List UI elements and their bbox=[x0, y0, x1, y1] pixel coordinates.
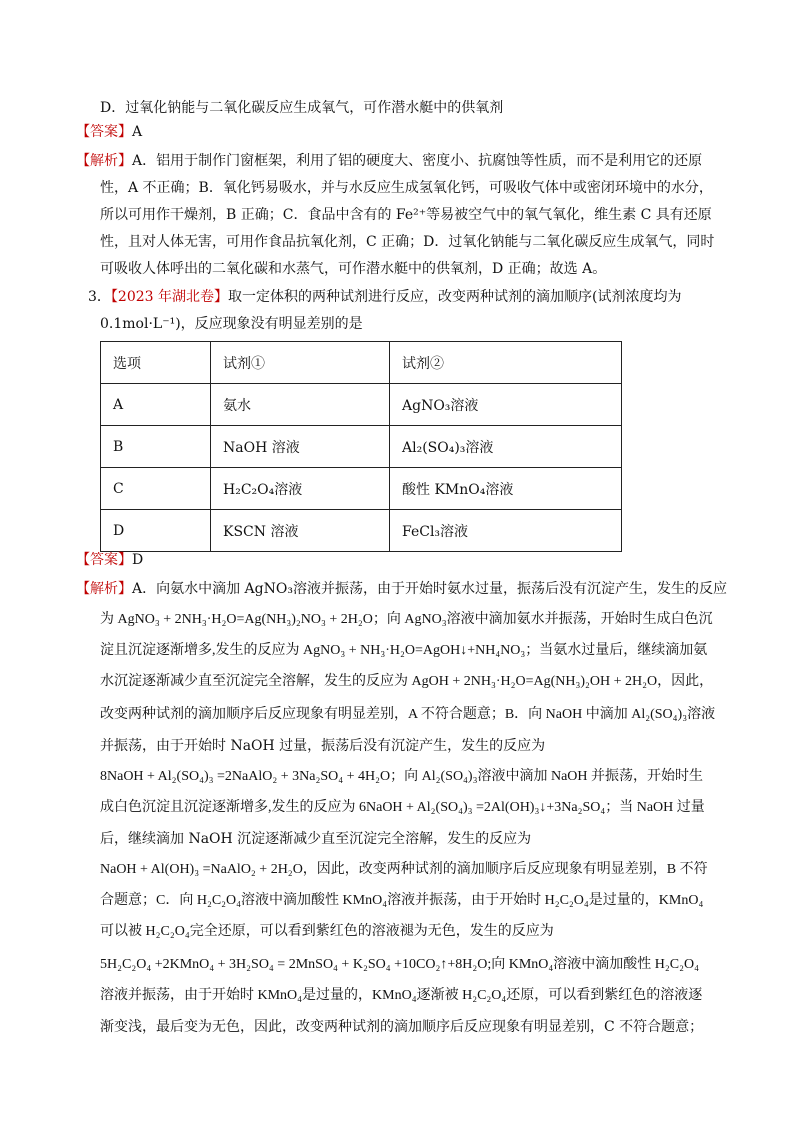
q3-analysis-line-2: 为 AgNO₃ + 2NH₃·H₂O=Ag(NH₃)₂NO₃ + 2H₂O；向 AgNO₃溶液中滴加氨水并振荡，开始时生成白色沉 bbox=[100, 612, 713, 627]
q3-analysis-line-10: NaOH + Al(OH)₃ =NaAlO₂ + 2H₂O，因此，改变两种试剂的滴加顺序后反应现象有明显差别，B 不符 bbox=[100, 862, 708, 877]
q3-analysis-line-4: 水沉淀逐渐减少直至沉淀完全溶解，发生的反应为 AgOH + 2NH₃·H₂O=Ag(NH₃)₂OH + 2H₂O，因此， bbox=[100, 674, 714, 689]
q3-analysis-line-7: 8NaOH + Al₂(SO₄)₃ =2NaAlO₂ + 3Na₂SO₄ + 4H₂O；向 Al₂(SO₄)₃溶液中滴加 NaOH 并振荡，开始时生 bbox=[100, 769, 704, 784]
q3-analysis-line-8: 成白色沉淀且沉淀逐渐增多,发生的反应为 6NaOH + Al₂(SO₄)₃ =2Al(OH)₃↓+3Na₂SO₄；当 NaOH 过量 bbox=[100, 800, 705, 815]
q3-answer-line bbox=[76, 550, 143, 570]
q2-analysis-line-1 bbox=[76, 151, 702, 171]
answer-label: 【答案】 bbox=[76, 124, 132, 140]
q2-analysis-line-5: 可吸收人体呼出的二氧化碳和水蒸气，可作潜水艇中的供氧剂，D 正确；故选 A。 bbox=[100, 261, 607, 277]
q3-analysis-line-15: 渐变浅，最后变为无色，因此，改变两种试剂的滴加顺序后反应现象有明显差别，C 不符合题意； bbox=[100, 1019, 704, 1035]
header-reagent-1: 试剂① bbox=[211, 342, 390, 384]
q3-stem-line-1 bbox=[88, 287, 681, 307]
question-stem: 取一定体积的两种试剂进行反应，改变两种试剂的滴加顺序(试剂浓度均为 bbox=[228, 289, 682, 305]
q2-analysis-line-2: 性，A 不正确；B．氧化钙易吸水，并与水反应生成氢氧化钙，可吸收气体中或密闭环境中的水分， bbox=[100, 180, 713, 196]
option-cell: A bbox=[101, 384, 211, 426]
reagent-2-cell: FeCl₃溶液 bbox=[390, 510, 622, 552]
table-row bbox=[101, 510, 622, 552]
q3-analysis-line-11: 合题意；C．向 H₂C₂O₄溶液中滴加酸性 KMnO₄溶液并振荡，由于开始时 H₂C₂O₄是过量的，KMnO₄ bbox=[100, 893, 704, 908]
header-reagent-2: 试剂② bbox=[390, 342, 622, 384]
reagent-1-cell: NaOH 溶液 bbox=[211, 426, 390, 468]
header-option: 选项 bbox=[101, 342, 211, 384]
analysis-label: 【解析】 bbox=[76, 153, 132, 169]
option-cell: C bbox=[101, 468, 211, 510]
table-row bbox=[101, 468, 622, 510]
reagent-1-cell: H₂C₂O₄溶液 bbox=[211, 468, 390, 510]
reagent-1-cell: 氨水 bbox=[211, 384, 390, 426]
q2-answer-line bbox=[76, 122, 142, 142]
q3-stem-line-2: 0.1mol·L⁻¹)，反应现象没有明显差别的是 bbox=[100, 316, 363, 332]
option-cell: D bbox=[101, 510, 211, 552]
q3-analysis-line-12: 可以被 H₂C₂O₄完全还原，可以看到紫红色的溶液褪为无色，发生的反应为 bbox=[100, 924, 554, 939]
q3-analysis-line-13: 5H₂C₂O₄ +2KMnO₄ + 3H₂SO₄ = 2MnSO₄ + K₂SO₄ +10CO₂↑+8H₂O;向 KMnO₄溶液中滴加酸性 H₂C₂O₄ bbox=[100, 957, 699, 972]
option-cell: B bbox=[101, 426, 211, 468]
reagent-2-cell: 酸性 KMnO₄溶液 bbox=[390, 468, 622, 510]
answer-value: A bbox=[132, 124, 143, 140]
q3-analysis-line-6: 并振荡，由于开始时 NaOH 过量，振荡后没有沉淀产生，发生的反应为 bbox=[100, 738, 546, 754]
q3-analysis-line-14: 溶液并振荡，由于开始时 KMnO₄是过量的，KMnO₄逐渐被 H₂C₂O₄还原，可以看到紫红色的溶液逐 bbox=[100, 988, 703, 1003]
table-header-row bbox=[101, 342, 622, 384]
question-source: 【2023 年湖北卷】 bbox=[110, 289, 229, 305]
answer-value: D bbox=[132, 552, 144, 568]
options-table bbox=[100, 341, 622, 552]
reagent-1-cell: KSCN 溶液 bbox=[211, 510, 390, 552]
option-d-text: D．过氧化钠能与二氧化碳反应生成氧气，可作潜水艇中的供氧剂 bbox=[100, 100, 504, 116]
table-row bbox=[101, 426, 622, 468]
analysis-label: 【解析】 bbox=[76, 581, 132, 597]
q3-analysis-line-1 bbox=[76, 579, 727, 599]
answer-label: 【答案】 bbox=[76, 552, 132, 568]
q3-analysis-line-3: 淀且沉淀逐渐增多,发生的反应为 AgNO₃ + NH₃·H₂O=AgOH↓+NH₄NO₃；当氨水过量后，继续滴加氨 bbox=[100, 643, 708, 658]
analysis-text: A．向氨水中滴加 AgNO₃溶液并振荡，由于开始时氨水过量，振荡后没有沉淀产生，发生的反应 bbox=[132, 581, 727, 597]
reagent-2-cell: Al₂(SO₄)₃溶液 bbox=[390, 426, 622, 468]
question-number: 3． bbox=[88, 289, 111, 305]
reagent-2-cell: AgNO₃溶液 bbox=[390, 384, 622, 426]
q3-analysis-line-5: 改变两种试剂的滴加顺序后反应现象有明显差别，A 不符合题意；B．向 NaOH 中滴加 Al₂(SO₄)₃溶液 bbox=[100, 707, 716, 722]
analysis-text: A．铝用于制作门窗框架，利用了铝的硬度大、密度小、抗腐蚀等性质，而不是利用它的还原 bbox=[132, 153, 703, 169]
table-row bbox=[101, 384, 622, 426]
q2-analysis-line-3: 所以可用作干燥剂，B 正确；C．食品中含有的 Fe²⁺等易被空气中的氧气氧化，维生素 C 具有还原 bbox=[100, 207, 712, 223]
q3-analysis-line-9: 后，继续滴加 NaOH 沉淀逐渐减少直至沉淀完全溶解，发生的反应为 bbox=[100, 831, 532, 847]
q2-analysis-line-4: 性，且对人体无害，可用作食品抗氧化剂，C 正确；D．过氧化钠能与二氧化碳反应生成氧气，同时 bbox=[100, 234, 715, 250]
